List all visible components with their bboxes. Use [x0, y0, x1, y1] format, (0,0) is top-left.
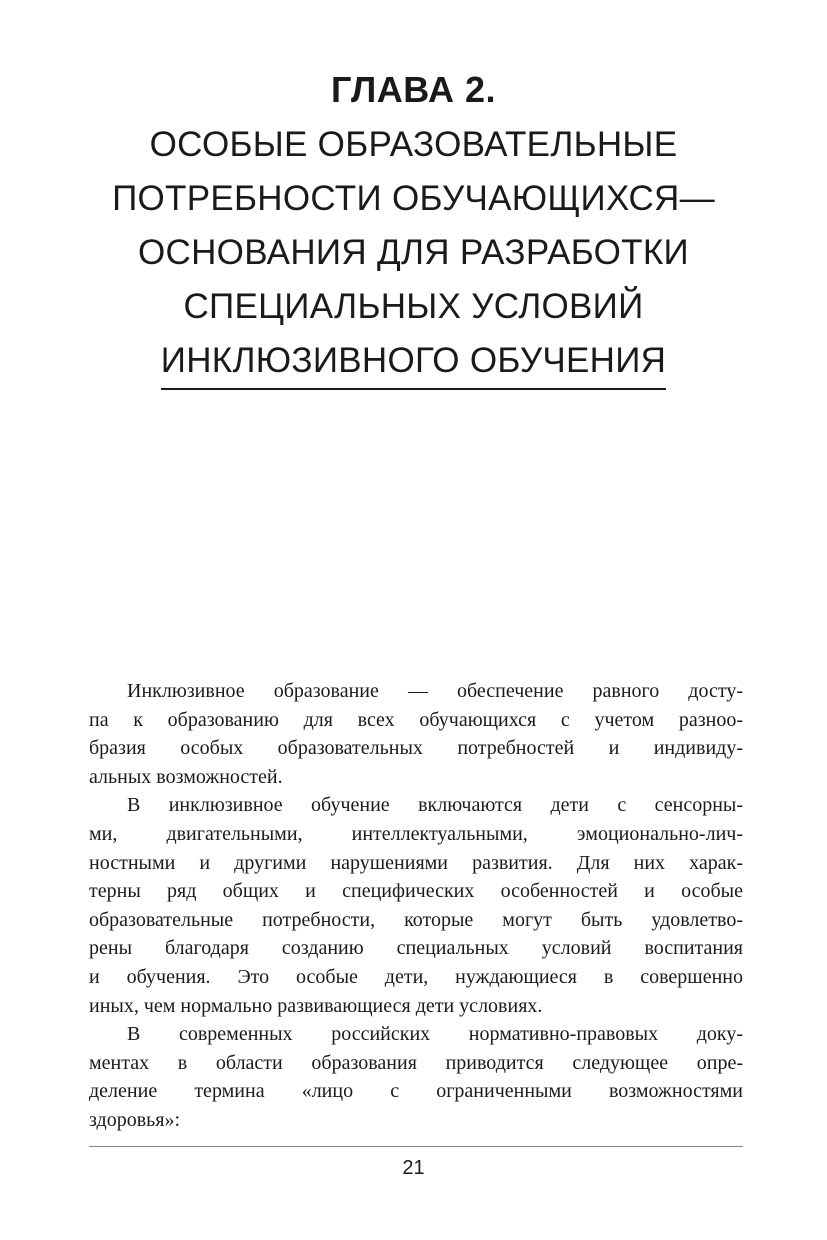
- chapter-title-line-3: ОСНОВАНИЯ ДЛЯ РАЗРАБОТКИ: [138, 233, 689, 272]
- chapter-title-line-2: ПОТРЕБНОСТИ ОБУЧАЮЩИХСЯ—: [112, 179, 715, 218]
- paragraph-line: па к образованию для всех обучающихся с учетом разноо-: [89, 708, 743, 731]
- paragraph-line: В современных российских нормативно-правовых доку-: [127, 1023, 743, 1046]
- paragraph-line: здоровья»:: [89, 1108, 181, 1131]
- paragraph-line: Инклюзивное образование — обеспечение равного досту-: [127, 680, 743, 702]
- paragraph-line: и обучения. Это особые дети, нуждающиеся в совершенно: [89, 965, 743, 988]
- paragraph-line: рены благодаря созданию специальных условий воспитания: [89, 937, 743, 960]
- paragraph-1: [89, 677, 743, 791]
- paragraph-line: ми, двигательными, интеллектуальными, эмоционально-лич-: [89, 822, 743, 845]
- paragraph-line: альных возможностей.: [89, 765, 283, 788]
- paragraph-3: [89, 1020, 743, 1134]
- paragraph-2: [89, 791, 743, 1020]
- body-text: [89, 677, 743, 1135]
- paragraph-line: иных, чем нормально развивающиеся дети условиях.: [89, 994, 543, 1017]
- paragraph-line: образовательные потребности, которые могут быть удовлетво-: [89, 908, 743, 931]
- chapter-heading: [0, 68, 827, 390]
- footer-divider: [89, 1146, 743, 1147]
- page-number: 21: [402, 1157, 425, 1179]
- chapter-title-line-5: ИНКЛЮЗИВНОГО ОБУЧЕНИЯ: [161, 334, 667, 390]
- paragraph-line: бразия особых образовательных потребностей и индивиду-: [89, 737, 743, 760]
- paragraph-line: ностными и другими нарушениями развития. Для них харак-: [89, 851, 743, 874]
- paragraph-line: деление термина «лицо с ограниченными возможностями: [89, 1080, 743, 1103]
- paragraph-line: ментах в области образования приводится следующее опре-: [89, 1051, 743, 1074]
- chapter-title-line-4: СПЕЦИАЛЬНЫХ УСЛОВИЙ: [183, 287, 644, 326]
- chapter-number: ГЛАВА 2.: [331, 69, 496, 110]
- paragraph-line: терны ряд общих и специфических особенностей и особые: [89, 880, 743, 903]
- paragraph-line: В инклюзивное обучение включаются дети с сенсорны-: [127, 794, 743, 817]
- chapter-title-line-1: ОСОБЫЕ ОБРАЗОВАТЕЛЬНЫЕ: [149, 125, 678, 164]
